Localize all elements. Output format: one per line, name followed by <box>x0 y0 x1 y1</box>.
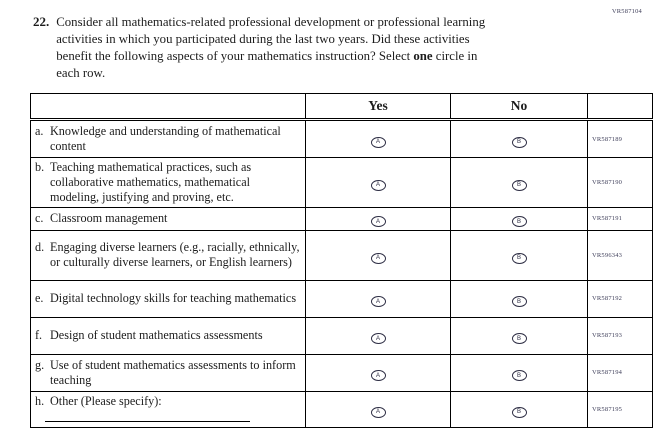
no-bubble[interactable]: B <box>512 296 527 307</box>
no-cell <box>451 317 588 354</box>
no-bubble[interactable]: B <box>512 407 527 418</box>
question-text-after: circle in each row. <box>56 48 478 80</box>
row-letter: e. <box>35 291 44 306</box>
yes-bubble[interactable]: A <box>371 333 386 344</box>
table-row <box>31 391 653 427</box>
yes-cell <box>306 317 451 354</box>
yes-bubble[interactable]: A <box>371 180 386 191</box>
row-code: VR587194 <box>588 354 653 391</box>
header-yes: Yes <box>306 94 451 120</box>
row-code: VR587192 <box>588 280 653 317</box>
no-cell <box>451 391 588 427</box>
row-code: VR587190 <box>588 158 653 208</box>
no-cell <box>451 230 588 280</box>
no-bubble[interactable]: B <box>512 333 527 344</box>
row-letter: f. <box>35 328 43 343</box>
row-label: Digital technology skills for teaching mathematics <box>50 291 297 306</box>
table-row <box>31 120 653 158</box>
table-row <box>31 280 653 317</box>
row-code: VR596343 <box>588 230 653 280</box>
yes-bubble[interactable]: A <box>371 407 386 418</box>
no-cell <box>451 280 588 317</box>
question-text <box>56 14 501 82</box>
no-bubble[interactable]: B <box>512 253 527 264</box>
yes-cell <box>306 120 451 158</box>
table-row <box>31 317 653 354</box>
yes-cell <box>306 207 451 230</box>
question-number: 22. <box>33 14 50 29</box>
response-table <box>30 93 653 428</box>
row-code: VR587189 <box>588 120 653 158</box>
row-letter: g. <box>35 357 45 372</box>
row-letter: b. <box>35 160 45 174</box>
header-empty-label <box>31 94 306 120</box>
yes-bubble[interactable]: A <box>371 216 386 227</box>
row-label: Knowledge and understanding of mathematical content <box>50 124 281 153</box>
row-label: Teaching mathematical practices, such as collaborative mathematics, mathematical modeling, justifying and proving, etc. <box>50 160 252 204</box>
no-cell <box>451 207 588 230</box>
no-cell <box>451 158 588 208</box>
row-code: VR587195 <box>588 391 653 427</box>
yes-bubble[interactable]: A <box>371 370 386 381</box>
row-label: Use of student mathematics assessments to inform teaching <box>50 357 296 387</box>
no-bubble[interactable]: B <box>512 216 527 227</box>
question-text-before: Consider all mathematics-related professional development or professional learning activities in which you participated during the last two years. Did these activities benefit the following aspects of your mathematics instruction? Select <box>56 15 486 63</box>
table-row <box>31 230 653 280</box>
no-cell <box>451 354 588 391</box>
row-label: Classroom management <box>50 211 168 226</box>
yes-cell <box>306 158 451 208</box>
question-block <box>33 14 513 82</box>
header-empty-code <box>588 94 653 120</box>
row-letter: a. <box>35 124 44 139</box>
yes-bubble[interactable]: A <box>371 296 386 307</box>
table-header-row <box>31 94 653 120</box>
row-letter: h. <box>35 393 45 408</box>
row-label: Other (Please specify): <box>50 393 162 408</box>
other-specify-line[interactable] <box>45 411 250 422</box>
no-bubble[interactable]: B <box>512 180 527 191</box>
yes-bubble[interactable]: A <box>371 253 386 264</box>
row-label: Engaging diverse learners (e.g., racially, ethnically, or culturally diverse learners, or English learners) <box>50 240 300 270</box>
header-no: No <box>451 94 588 120</box>
row-letter: d. <box>35 240 45 255</box>
question-bold-word: one <box>413 48 433 63</box>
table-row <box>31 158 653 208</box>
form-code: VR587104 <box>611 8 642 15</box>
row-code: VR587193 <box>588 317 653 354</box>
no-bubble[interactable]: B <box>512 137 527 148</box>
row-code: VR587191 <box>588 207 653 230</box>
yes-cell <box>306 391 451 427</box>
table-row <box>31 354 653 391</box>
no-bubble[interactable]: B <box>512 370 527 381</box>
yes-bubble[interactable]: A <box>371 137 386 148</box>
row-label: Design of student mathematics assessments <box>50 328 263 343</box>
table-row <box>31 207 653 230</box>
yes-cell <box>306 230 451 280</box>
row-letter: c. <box>35 211 44 226</box>
no-cell <box>451 120 588 158</box>
yes-cell <box>306 354 451 391</box>
yes-cell <box>306 280 451 317</box>
